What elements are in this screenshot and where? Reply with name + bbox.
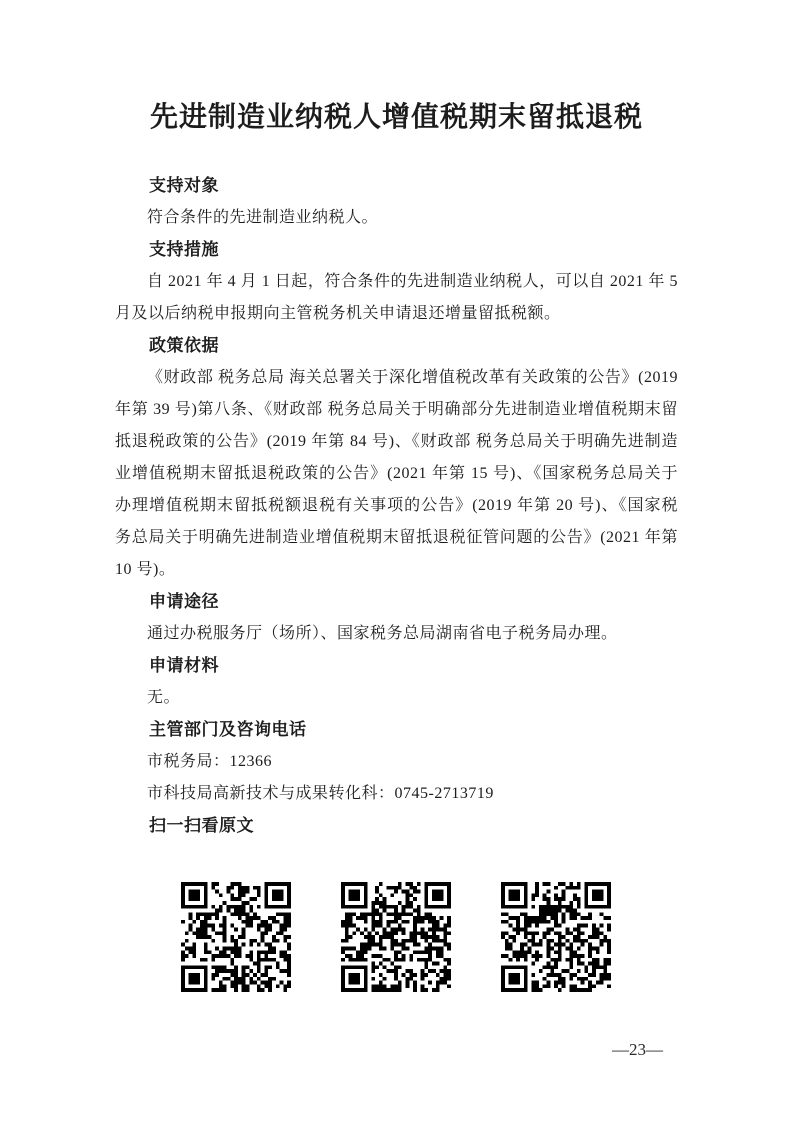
section-application-materials <box>115 650 678 714</box>
section-heading-support-target: 支持对象 <box>149 176 219 195</box>
paragraph: 《财政部 税务总局 海关总署关于深化增值税改革有关政策的公告》(2019 年第 39 号)第八条、《财政部 税务总局关于明确部分先进制造业增值税期末留抵退税政策的公告》(2019 年第 84 号)、《财政部 税务总局关于明确先进制造业增值税期末留抵退税政策的公告》(2021 年第 15 号)、《国家税务总局关于办理增值税期末留抵税额退税有关事项的公告》(2019 年第 20 号)、《国家税务总局关于明确先进制造业增值税期末留抵退税征管问题的公告》(2021 年第 10 号)。 <box>115 369 678 578</box>
paragraph: 通过办税服务厅（场所）、国家税务总局湖南省电子税务局办理。 <box>147 625 618 642</box>
section-heading-scan-original: 扫一扫看原文 <box>149 816 254 835</box>
document-title: 先进制造业纳税人增值税期末留抵退税 <box>149 102 643 133</box>
section-department-contacts <box>115 714 678 810</box>
section-scan-original <box>115 810 678 842</box>
section-heading-application-materials: 申请材料 <box>149 656 219 675</box>
section-heading-department-contacts: 主管部门及咨询电话 <box>149 720 307 739</box>
paragraph: 自 2021 年 4 月 1 日起，符合条件的先进制造业纳税人，可以自 2021 年 5 月及以后纳税申报期向主管税务机关申请退还增量留抵税额。 <box>115 273 678 322</box>
qr-code-1 <box>181 882 291 992</box>
section-heading-application-route: 申请途径 <box>149 592 219 611</box>
section-support-target <box>115 170 678 234</box>
section-application-route <box>115 586 678 650</box>
contact-tax-bureau: 市税务局：12366 <box>147 753 273 770</box>
qr-code-row <box>115 882 678 992</box>
section-policy-basis <box>115 330 678 586</box>
qr-code-2 <box>341 882 451 992</box>
paragraph: 无。 <box>147 689 181 706</box>
section-heading-support-measures: 支持措施 <box>149 240 219 259</box>
section-heading-policy-basis: 政策依据 <box>149 336 219 355</box>
page-number: —23— <box>612 1040 663 1059</box>
paragraph: 符合条件的先进制造业纳税人。 <box>147 209 379 226</box>
contact-science-bureau: 市科技局高新技术与成果转化科：0745-2713719 <box>147 785 494 802</box>
qr-code-3 <box>501 882 611 992</box>
section-support-measures <box>115 234 678 330</box>
